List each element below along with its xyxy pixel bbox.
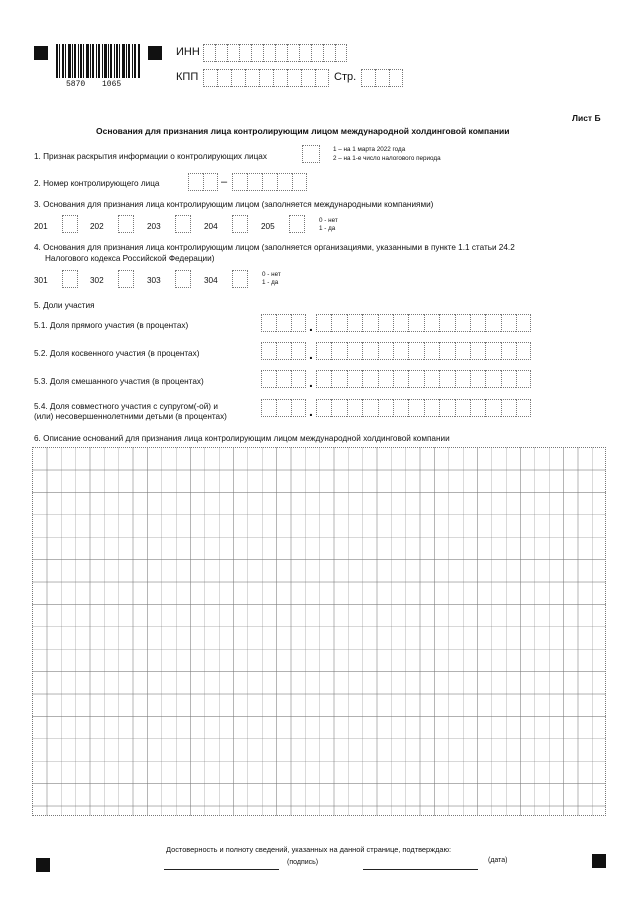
section4-note-1: 1 - да xyxy=(262,279,279,286)
section3-label: 3. Основания для признания лица контролирующим лицом (заполняется международными компаниями) xyxy=(34,200,434,209)
registration-marker-top-right xyxy=(148,46,162,60)
share-indirect-label: 5.2. Доля косвенного участия (в процентах) xyxy=(34,349,200,358)
code-304-field[interactable] xyxy=(232,270,248,288)
section1-label: 1. Признак раскрытия информации о контролирующих лицах xyxy=(34,152,267,161)
share-joint-decimal-point: . xyxy=(309,403,313,419)
code-205-label: 205 xyxy=(261,222,275,231)
date-caption: (дата) xyxy=(488,857,508,864)
section2-dash: – xyxy=(221,176,228,188)
section1-note-1: 1 – на 1 марта 2022 года xyxy=(333,146,406,153)
share-direct-integer[interactable] xyxy=(261,314,306,332)
section4-label-line2: Налогового кодекса Российской Федерации) xyxy=(45,254,215,263)
inn-label: ИНН xyxy=(176,46,200,58)
controlling-person-number-part2[interactable] xyxy=(232,173,307,191)
share-joint-integer[interactable] xyxy=(261,399,306,417)
kpp-field[interactable] xyxy=(203,69,329,87)
share-mixed-integer[interactable] xyxy=(261,370,306,388)
confirmation-text: Достоверность и полноту сведений, указанных на данной странице, подтверждаю: xyxy=(166,845,452,854)
signature-caption: (подпись) xyxy=(287,859,319,866)
section3-note-0: 0 - нет xyxy=(319,217,338,224)
share-direct-fraction[interactable] xyxy=(316,314,532,332)
page-number-label: Стр. xyxy=(334,71,357,83)
section5-label: 5. Доли участия xyxy=(34,301,95,310)
share-mixed-label: 5.3. Доля смешанного участия (в процентах) xyxy=(34,377,204,386)
controlling-person-number-part1[interactable] xyxy=(188,173,218,191)
share-indirect-fraction[interactable] xyxy=(316,342,532,360)
code-205-field[interactable] xyxy=(289,215,305,233)
code-201-field[interactable] xyxy=(62,215,78,233)
code-204-field[interactable] xyxy=(232,215,248,233)
kpp-label: КПП xyxy=(176,71,199,83)
code-203-label: 203 xyxy=(147,222,161,231)
code-303-field[interactable] xyxy=(175,270,191,288)
share-direct-label: 5.1. Доля прямого участия (в процентах) xyxy=(34,321,189,330)
date-line[interactable] xyxy=(363,869,478,870)
share-joint-fraction[interactable] xyxy=(316,399,532,417)
code-203-field[interactable] xyxy=(175,215,191,233)
code-302-field[interactable] xyxy=(118,270,134,288)
section4-label-line1: 4. Основания для признания лица контролирующим лицом (заполняется организациями, указанными в пункте 1.1 статьи 24.2 xyxy=(34,243,515,252)
share-joint-label-line2: (или) несовершеннолетними детьми (в процентах) xyxy=(34,412,227,421)
share-direct-decimal-point: . xyxy=(309,318,313,334)
section6-label: 6. Описание оснований для признания лица контролирующим лицом международной холдинговой компании xyxy=(34,434,450,443)
registration-marker-top-left xyxy=(34,46,48,60)
disclosure-sign-field[interactable] xyxy=(302,145,320,163)
section4-note-0: 0 - нет xyxy=(262,271,281,278)
code-301-label: 301 xyxy=(34,276,48,285)
share-mixed-fraction[interactable] xyxy=(316,370,532,388)
code-301-field[interactable] xyxy=(62,270,78,288)
code-303-label: 303 xyxy=(147,276,161,285)
description-grid-field[interactable] xyxy=(32,447,606,816)
inn-field[interactable] xyxy=(203,44,347,62)
share-indirect-integer[interactable] xyxy=(261,342,306,360)
section1-note-2: 2 – на 1-е число налогового периода xyxy=(333,155,441,162)
page-title: Основания для признания лица контролирующим лицом международной холдинговой компании xyxy=(96,126,510,136)
section3-note-1: 1 - да xyxy=(319,225,336,232)
code-204-label: 204 xyxy=(204,222,218,231)
section2-label: 2. Номер контролирующего лица xyxy=(34,179,160,188)
signature-line[interactable] xyxy=(164,869,279,870)
share-joint-label-line1: 5.4. Доля совместного участия с супругом(-ой) и xyxy=(34,402,218,411)
code-201-label: 201 xyxy=(34,222,48,231)
barcode-number-2: 1065 xyxy=(102,80,122,89)
sheet-label: Лист Б xyxy=(572,113,601,123)
share-mixed-decimal-point: . xyxy=(309,374,313,390)
code-202-label: 202 xyxy=(90,222,104,231)
page-number-field[interactable] xyxy=(361,69,403,87)
barcode-number-1: 5870 xyxy=(66,80,86,89)
share-indirect-decimal-point: . xyxy=(309,346,313,362)
code-304-label: 304 xyxy=(204,276,218,285)
code-302-label: 302 xyxy=(90,276,104,285)
barcode xyxy=(56,44,140,80)
registration-marker-bottom-right xyxy=(592,854,606,868)
code-202-field[interactable] xyxy=(118,215,134,233)
registration-marker-bottom-left xyxy=(36,858,50,872)
